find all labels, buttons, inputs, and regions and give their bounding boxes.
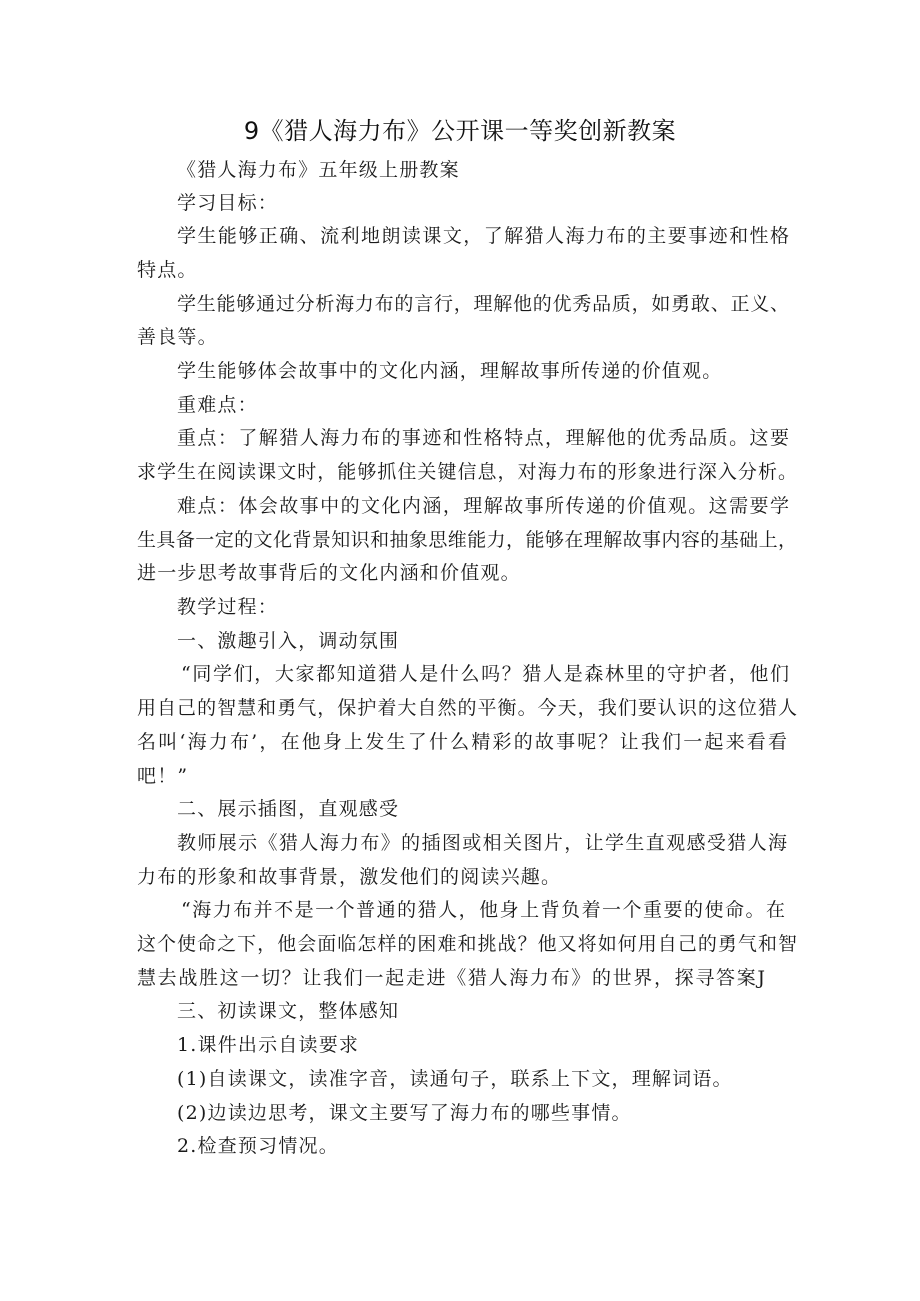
subtitle-line: 《猎人海力布》五年级上册教案 bbox=[177, 159, 460, 181]
paragraph-line: “海力布并不是一个普通的猎人，他身上背负着一个重要的使命。在 bbox=[181, 899, 785, 921]
paragraph-line: 重点：了解猎人海力布的事迹和性格特点，理解他的优秀品质。这要 bbox=[177, 427, 789, 449]
paragraph-line: 特点。 bbox=[137, 259, 198, 281]
paragraph-line: 用自己的智慧和勇气，保护着大自然的平衡。今天，我们要认识的这位猎人 bbox=[137, 697, 797, 719]
numbered-subitem: (2)边读边思考，课文主要写了海力布的哪些事情。 bbox=[177, 1102, 632, 1124]
subheading-step-3: 三、初读课文，整体感知 bbox=[177, 1000, 400, 1022]
paragraph-line: 学生能够体会故事中的文化内涵，理解故事所传递的价值观。 bbox=[177, 360, 723, 382]
paragraph-line: 学生能够通过分析海力布的言行，理解他的优秀品质，如勇敢、正义、 bbox=[177, 293, 789, 315]
paragraph-line: 吧！” bbox=[137, 765, 189, 787]
document-title: 9《猎人海力布》公开课一等奖创新教案 bbox=[243, 117, 677, 145]
paragraph-line: 慧去战胜这一切？让我们一起走进《猎人海力布》的世界，探寻答案J bbox=[137, 967, 765, 989]
paragraph-line: 这个使命之下，他会面临怎样的困难和挑战？他又将如何用自己的勇气和智 bbox=[137, 933, 797, 955]
numbered-item: 2.检查预习情况。 bbox=[177, 1135, 339, 1157]
paragraph-line: 学生能够正确、流利地朗读课文，了解猎人海力布的主要事迹和性格 bbox=[177, 225, 789, 247]
paragraph-line: 生具备一定的文化背景知识和抽象思维能力，能够在理解故事内容的基础上， bbox=[137, 529, 797, 551]
paragraph-line: 难点：体会故事中的文化内涵，理解故事所传递的价值观。这需要学 bbox=[177, 495, 789, 517]
paragraph-line: 善良等。 bbox=[137, 326, 218, 348]
paragraph-line: 力布的形象和故事背景，激发他们的阅读兴趣。 bbox=[137, 866, 562, 888]
paragraph-line: “同学们，大家都知道猎人是什么吗？猎人是森林里的守护者，他们 bbox=[181, 663, 789, 685]
subheading-step-1: 一、激趣引入，调动氛围 bbox=[177, 630, 400, 652]
numbered-subitem: (1)自读课文，读准字音，读通句子，联系上下文，理解词语。 bbox=[177, 1068, 733, 1090]
paragraph-line: 进一步思考故事背后的文化内涵和价值观。 bbox=[137, 562, 521, 584]
section-heading-key-points: 重难点： bbox=[177, 394, 258, 416]
subheading-step-2: 二、展示插图，直观感受 bbox=[177, 798, 400, 820]
paragraph-line: 教师展示《猎人海力布》的插图或相关图片，让学生直观感受猎人海 bbox=[177, 832, 787, 854]
paragraph-line: 求学生在阅读课文时，能够抓住关键信息，对海力布的形象进行深入分析。 bbox=[137, 461, 797, 483]
section-heading-process: 教学过程： bbox=[177, 596, 279, 618]
section-heading-objectives: 学习目标： bbox=[177, 192, 279, 214]
paragraph-line: 名叫‘海力布’，在他身上发生了什么精彩的故事呢？让我们一起来看看 bbox=[137, 731, 787, 753]
numbered-item: 1.课件出示自读要求 bbox=[177, 1034, 360, 1056]
